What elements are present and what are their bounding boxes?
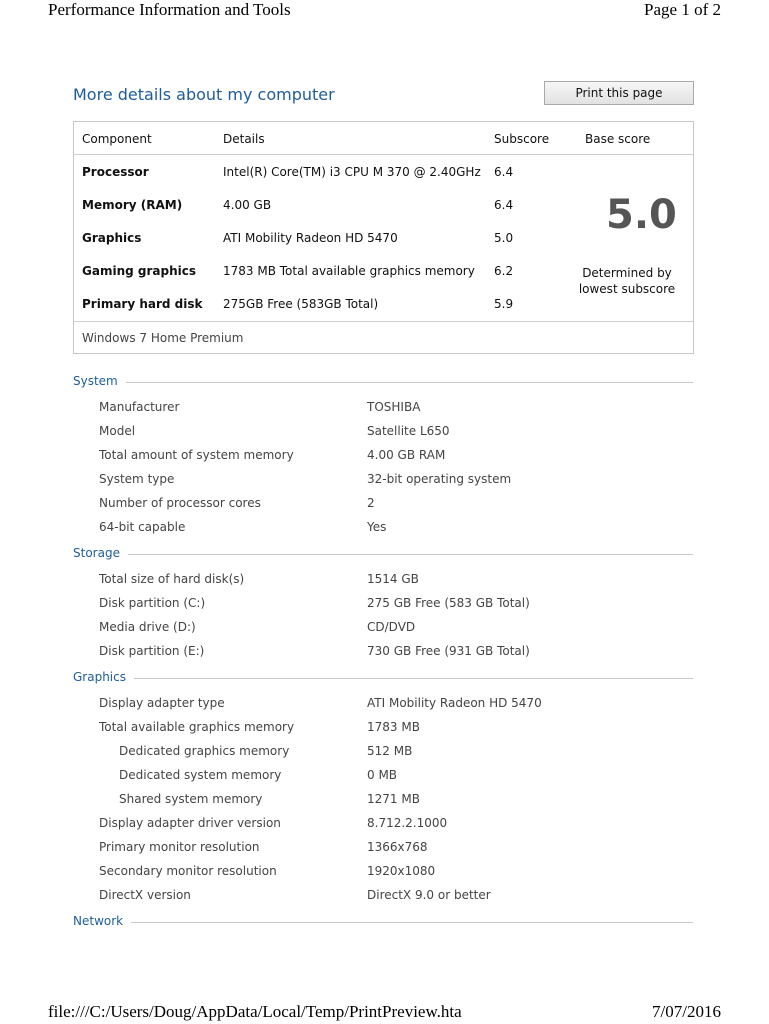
base-score-note [577, 265, 677, 297]
component-subscore: 6.2 [494, 264, 514, 278]
detail-row [0, 888, 769, 906]
detail-key: 64-bit capable [99, 520, 186, 534]
detail-row [0, 572, 769, 590]
detail-row [0, 520, 769, 538]
base-score-note-line2: lowest subscore [578, 282, 676, 296]
section-divider [73, 382, 693, 383]
detail-value: 1783 MB [367, 720, 420, 734]
detail-row [0, 792, 769, 810]
section-label: Graphics [73, 670, 134, 684]
detail-row [0, 472, 769, 490]
detail-key: Primary monitor resolution [99, 840, 260, 854]
header-details: Details [223, 132, 265, 146]
detail-value: Satellite L650 [367, 424, 450, 438]
detail-value: TOSHIBA [367, 400, 421, 414]
component-subscore: 5.9 [494, 297, 514, 311]
detail-value: DirectX 9.0 or better [367, 888, 491, 902]
component-details: 275GB Free (583GB Total) [223, 297, 379, 311]
detail-row [0, 400, 769, 418]
detail-row [0, 696, 769, 714]
section-divider [73, 922, 693, 923]
base-score-value: 5.0 [606, 192, 677, 238]
component-name: Primary hard disk [82, 297, 203, 311]
detail-key: Number of processor cores [99, 496, 261, 510]
print-header-title: Performance Information and Tools [48, 0, 291, 19]
header-divider [74, 154, 693, 155]
detail-key: Display adapter driver version [99, 816, 281, 830]
detail-value: 0 MB [367, 768, 398, 782]
section-label: Network [73, 914, 131, 928]
detail-key: Dedicated system memory [119, 768, 282, 782]
footer-divider [74, 321, 693, 322]
component-details: 4.00 GB [223, 198, 272, 212]
detail-key: Display adapter type [99, 696, 225, 710]
component-name: Gaming graphics [82, 264, 196, 278]
detail-value: ATI Mobility Radeon HD 5470 [367, 696, 542, 710]
page-title: More details about my computer [73, 85, 335, 104]
detail-row [0, 864, 769, 882]
component-details: Intel(R) Core(TM) i3 CPU M 370 @ 2.40GHz [223, 165, 481, 179]
section-system [73, 374, 693, 390]
component-name: Graphics [82, 231, 142, 245]
header-base-score: Base score [585, 132, 651, 146]
detail-key: Total amount of system memory [99, 448, 294, 462]
detail-value: 1920x1080 [367, 864, 436, 878]
header-subscore: Subscore [494, 132, 550, 146]
print-footer-path: file:///C:/Users/Doug/AppData/Local/Temp/PrintPreview.hta [48, 1002, 462, 1021]
header-component: Component [82, 132, 152, 146]
detail-value: 512 MB [367, 744, 413, 758]
component-name: Memory (RAM) [82, 198, 183, 212]
base-score-note-line1: Determined by [582, 266, 672, 280]
detail-value: 32-bit operating system [367, 472, 512, 486]
detail-row [0, 596, 769, 614]
detail-row [0, 424, 769, 442]
score-table [73, 121, 694, 354]
detail-row [0, 744, 769, 762]
detail-value: Yes [367, 520, 387, 534]
print-header-page: Page 1 of 2 [644, 0, 721, 19]
detail-key: Disk partition (E:) [99, 644, 205, 658]
detail-value: CD/DVD [367, 620, 416, 634]
detail-value: 2 [367, 496, 375, 510]
section-label: Storage [73, 546, 128, 560]
component-details: 1783 MB Total available graphics memory [223, 264, 475, 278]
component-name: Processor [82, 165, 149, 179]
detail-row [0, 840, 769, 858]
detail-row [0, 448, 769, 466]
section-network [73, 914, 693, 930]
detail-row [0, 620, 769, 638]
detail-value: 8.712.2.1000 [367, 816, 448, 830]
detail-value: 1514 GB [367, 572, 419, 586]
component-subscore: 5.0 [494, 231, 514, 245]
section-label: System [73, 374, 126, 388]
section-divider [73, 554, 693, 555]
detail-key: Media drive (D:) [99, 620, 196, 634]
component-subscore: 6.4 [494, 165, 514, 179]
detail-key: DirectX version [99, 888, 191, 902]
detail-key: Total available graphics memory [99, 720, 295, 734]
detail-row [0, 816, 769, 834]
detail-value: 1271 MB [367, 792, 420, 806]
detail-row [0, 496, 769, 514]
detail-key: Dedicated graphics memory [119, 744, 290, 758]
print-page-button[interactable]: Print this page [544, 81, 694, 105]
detail-value: 275 GB Free (583 GB Total) [367, 596, 530, 610]
detail-row [0, 644, 769, 662]
detail-key: System type [99, 472, 175, 486]
detail-key: Total size of hard disk(s) [99, 572, 245, 586]
detail-value: 4.00 GB RAM [367, 448, 446, 462]
print-footer-date: 7/07/2016 [652, 1002, 721, 1021]
section-divider [73, 678, 693, 679]
detail-key: Disk partition (C:) [99, 596, 206, 610]
detail-value: 730 GB Free (931 GB Total) [367, 644, 530, 658]
detail-row [0, 768, 769, 786]
section-storage [73, 546, 693, 562]
windows-edition: Windows 7 Home Premium [82, 331, 244, 345]
detail-key: Manufacturer [99, 400, 180, 414]
detail-value: 1366x768 [367, 840, 428, 854]
detail-key: Shared system memory [119, 792, 263, 806]
detail-row [0, 720, 769, 738]
section-graphics [73, 670, 693, 686]
component-subscore: 6.4 [494, 198, 514, 212]
detail-key: Model [99, 424, 136, 438]
detail-key: Secondary monitor resolution [99, 864, 277, 878]
component-details: ATI Mobility Radeon HD 5470 [223, 231, 398, 245]
